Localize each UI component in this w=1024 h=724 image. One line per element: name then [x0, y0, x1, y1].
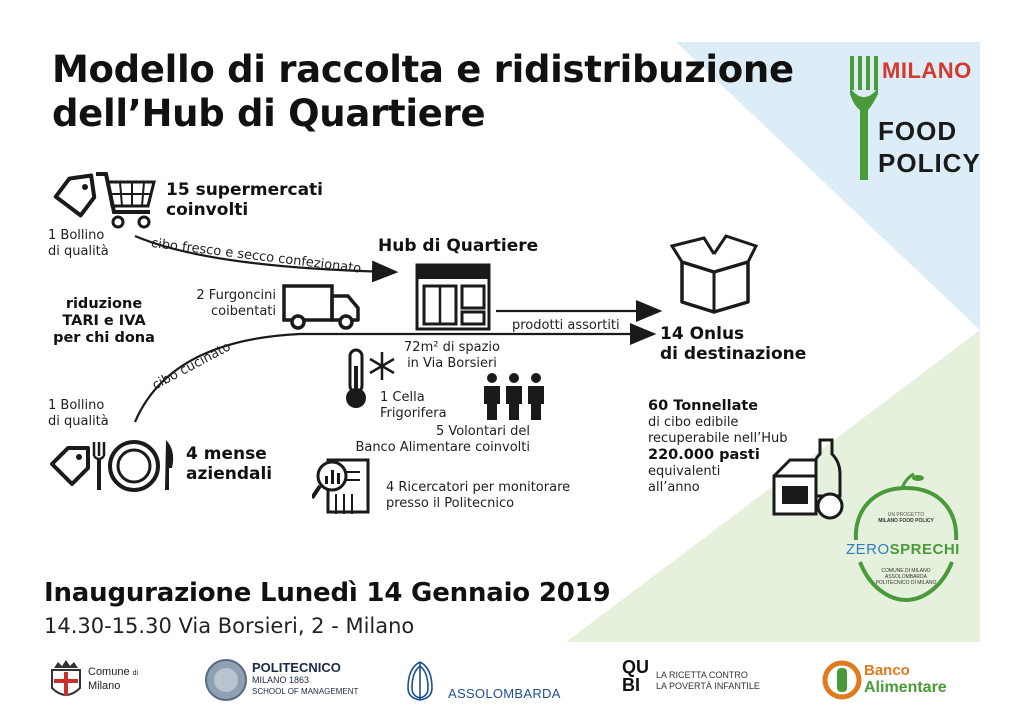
brand-policy: POLICY — [878, 148, 981, 178]
vans-label: 2 Furgoncini coibentati — [196, 288, 276, 319]
price-tag-icon — [54, 176, 97, 219]
shopping-cart-icon — [96, 174, 154, 227]
researchers-label: 4 Ricercatori per monitorare presso il Politecnico — [386, 480, 571, 511]
flow-label-cooked: cibo cucinato — [150, 339, 234, 394]
canteens-badge: 1 Bollino di qualità — [48, 398, 109, 429]
comune-logo: Comune di Milano — [88, 666, 139, 692]
politecnico-logo: POLITECNICO MILANO 1863 SCHOOL OF MANAGEMENT — [252, 660, 359, 696]
plate-icon — [110, 442, 158, 490]
hub-title: Hub di Quartiere — [378, 236, 539, 256]
volunteers-icon — [480, 372, 550, 422]
qubi-tagline: LA RICETTA CONTRO LA POVERTÀ INFANTILE — [656, 670, 760, 691]
politecnico-seal-icon — [204, 658, 248, 702]
cold-room-label: 1 Cella Frigorifera — [380, 390, 447, 421]
banco-alimentare-logo: Banco Alimentare — [864, 662, 947, 696]
stats-block: 60 Tonnellate di cibo edibile recuperabile nell’Hub 220.000 pasti equivalenti all’anno — [648, 398, 788, 495]
tax-reduction: riduzione TARI e IVA per chi dona — [53, 296, 155, 346]
zerosprechi-bottom: COMUNE DI MILANO ASSOLOMBARDA POLITECNICO DI MILANO — [875, 568, 937, 586]
brand-milano: MILANO — [882, 58, 972, 83]
footer-logos — [0, 650, 1024, 724]
flow-label-assorted: prodotti assortiti — [512, 318, 620, 333]
inauguration-title: Inaugurazione Lunedì 14 Gennaio 2019 — [44, 578, 611, 608]
box-icon — [668, 232, 758, 316]
snowflake-icon — [370, 352, 394, 380]
page-title: Modello di raccolta e ridistribuzione dell’Hub di Quartiere — [52, 48, 794, 135]
banco-alimentare-icon — [822, 660, 862, 700]
fork-icon — [94, 442, 104, 490]
event-details: 14.30-15.30 Via Borsieri, 2 - Milano — [44, 614, 415, 638]
knife-icon — [165, 440, 173, 490]
zerosprechi-wordmark: ZEROSPRECHI — [846, 541, 960, 558]
volunteers-label: 5 Volontari del Banco Alimentare coinvolti — [355, 424, 530, 455]
brand-food: FOOD — [878, 116, 958, 146]
stat-meals: 220.000 pasti — [648, 447, 760, 463]
stat-tons: 60 Tonnellate — [648, 398, 759, 414]
hub-space: 72m² di spazio in Via Borsieri — [404, 340, 500, 371]
comune-crest-icon — [48, 660, 84, 702]
zerosprechi-top: UN PROGETTO MILANO FOOD POLICY — [878, 512, 934, 524]
canteens-count: 4 mense aziendali — [186, 444, 273, 484]
supermarkets-badge: 1 Bollino di qualità — [48, 228, 109, 259]
researcher-icon — [312, 454, 382, 520]
zerosprechi-logo — [842, 470, 970, 610]
assolombarda-logo: ASSOLOMBARDA — [448, 686, 561, 701]
van-icon — [280, 282, 364, 332]
assolombarda-icon — [400, 658, 440, 702]
supermarkets-count: 15 supermercati coinvolti — [166, 180, 324, 220]
destination-label: 14 Onlus di destinazione — [660, 324, 807, 364]
flow-label-fresh: cibo fresco e secco confezionato — [150, 236, 363, 277]
price-tag-icon — [52, 448, 88, 484]
hub-building-icon — [414, 262, 492, 332]
qubi-logo: QU BI — [622, 657, 649, 695]
canteen-icons — [48, 434, 183, 498]
